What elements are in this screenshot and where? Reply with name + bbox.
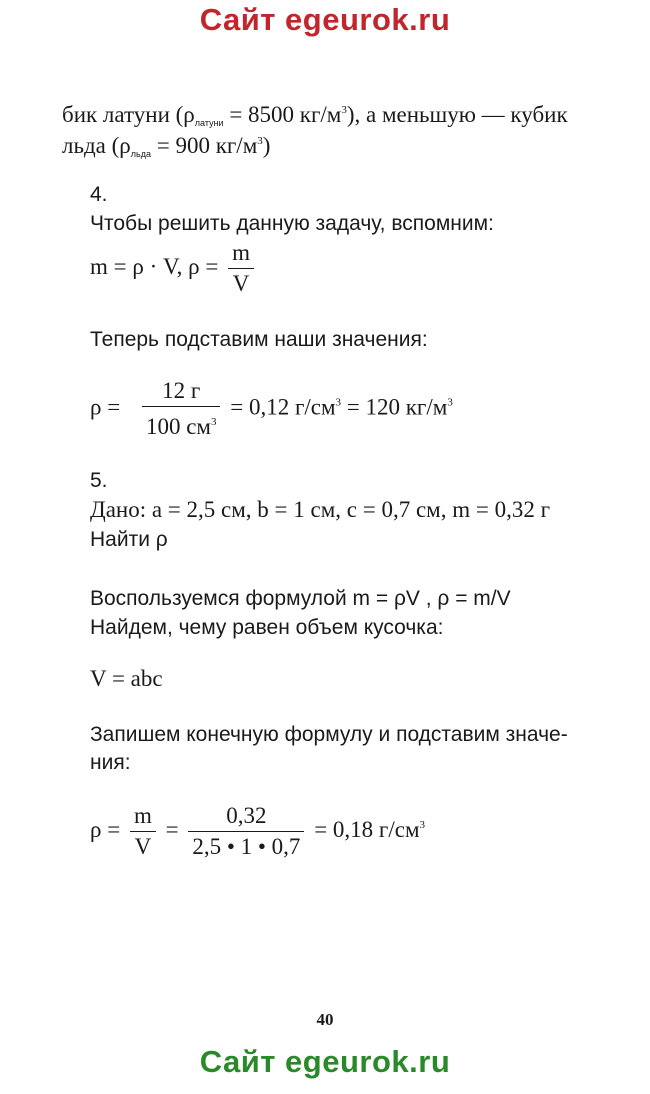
intro-text: ), а меньшую — кубик (346, 102, 568, 127)
task4-substitute: Теперь подставим наши значения: (90, 328, 428, 351)
task4-calculation (90, 378, 453, 440)
task5-find: Найти ρ (90, 528, 168, 551)
watermark-bottom: Сайт egeurok.ru (199, 1044, 451, 1079)
denominator: V (130, 831, 156, 860)
fraction-m-over-v (228, 240, 254, 297)
numerator: m (133, 803, 152, 828)
page-number: 40 (316, 1010, 334, 1029)
superscript: 3 (447, 396, 453, 409)
task4-recall: Чтобы решить данную задачу, вспомним: (90, 212, 494, 235)
task4-formula (90, 240, 258, 297)
intro-text: = 900 кг/м (150, 133, 258, 158)
fraction-m-over-v (130, 803, 156, 860)
fraction-mass-over-product (188, 803, 304, 860)
denominator: 2,5 • 1 • 0,7 (188, 831, 304, 860)
task5-final-line-1: Запишем конечную формулу и подставим значе- (90, 723, 568, 746)
result-text: = 0,18 г/см (308, 816, 420, 842)
numerator: m (232, 240, 250, 265)
task4-number: 4. (90, 183, 108, 206)
formula-text: m = ρ · V, ρ = (90, 253, 225, 279)
task5-find-volume: Найдем, чему равен объем кусочка: (90, 616, 444, 639)
denominator: 100 $см^3$ (142, 406, 221, 440)
superscript: 3 (335, 396, 342, 409)
task5-use-formula: Воспользуемся формулой m = ρV , ρ = m/V (90, 587, 511, 610)
numerator: 0,32 (226, 803, 267, 828)
intro-text: бик латуни (ρ (62, 102, 195, 127)
calc-text: ρ = (90, 394, 126, 420)
intro-text: = 8500 кг/м (223, 102, 342, 127)
intro-line-2 (62, 128, 270, 167)
fraction-mass-over-volume (142, 378, 221, 440)
task5-final-line-2: ния: (90, 751, 131, 774)
result-text: ρ = (90, 816, 126, 842)
task5-result (90, 803, 425, 860)
numerator: 12 г (162, 378, 201, 403)
subscript-brass: латуни (194, 118, 224, 128)
task5-number: 5. (90, 469, 108, 492)
result-text: = (159, 816, 185, 842)
intro-text: ) (262, 133, 271, 158)
subscript-ice: льда (130, 149, 151, 159)
task5-given: Дано: a = 2,5 см, b = 1 см, c = 0,7 см, m = 0,32 г (90, 497, 551, 522)
watermark-top: Сайт egeurok.ru (199, 2, 451, 37)
calc-text: = 120 кг/м (341, 394, 448, 420)
superscript: 3 (341, 104, 347, 116)
intro-text: льда (ρ (62, 133, 131, 158)
superscript: 3 (419, 818, 425, 831)
calc-text: = 0,12 г/см (224, 394, 336, 420)
superscript: 3 (257, 135, 263, 147)
task5-volume: V = abc (90, 666, 163, 691)
denominator: V (228, 268, 254, 297)
